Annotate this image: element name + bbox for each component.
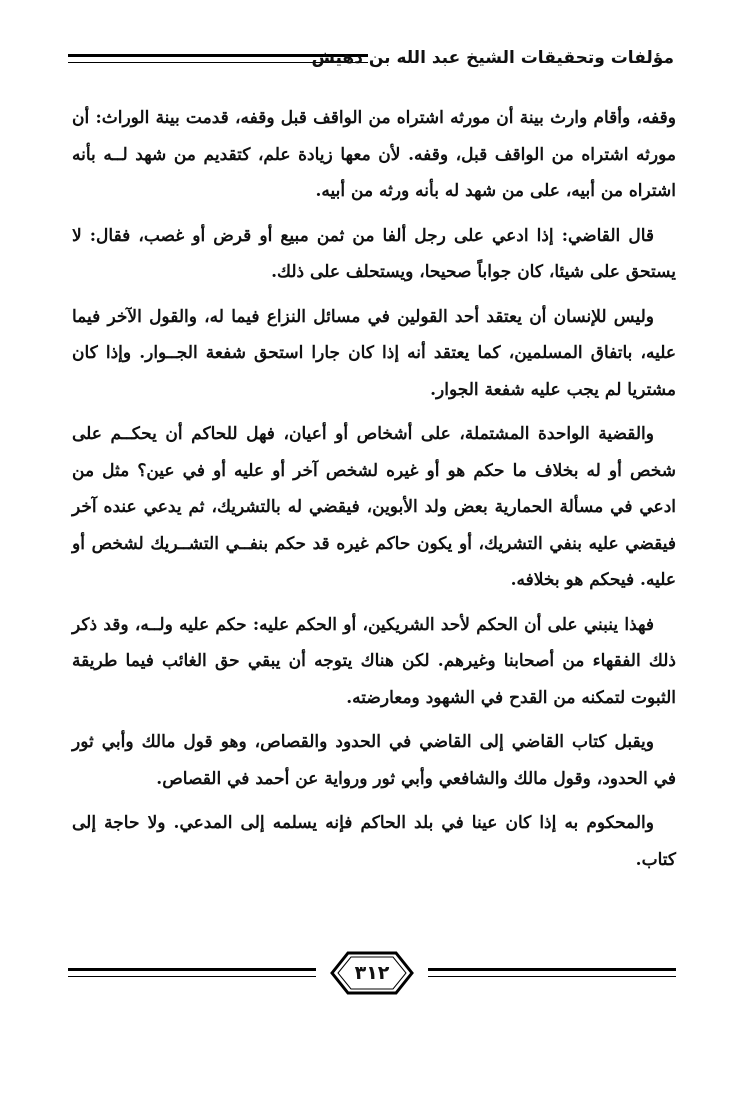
body-text [72,100,676,886]
running-title: مؤلفات وتحقيقات الشيخ عبد الله بن دهيش [311,48,674,68]
footer-rule-left [68,968,316,977]
paragraph: وقفه، وأقام وارث بينة أن مورثه اشتراه من الواقف قبل وقفه، قدمت بينة الوراث: أن مورثه اشتراه من الواقف قبل، وقفه. لأن معها زيادة علم، كتقديم من شهد لــه بأنه اشتراه من أبيه، على من شهد له بأنه ورثه من أبيه. [72,108,676,201]
paragraph: قال القاضي: إذا ادعي على رجل ألفا من ثمن مبيع أو قرض أو غصب، فقال: لا يستحق على شيئا، كان جواباً صحيحا، ويستحلف على ذلك. [72,225,676,282]
running-header [68,44,676,74]
paragraph: وليس للإنسان أن يعتقد أحد القولين في مسائل النزاع فيما له، والقول الآخر فيما عليه، باتفاق المسلمين، كما يعتقد أنه إذا كان جارا استحق شفعة الجــوار. وإذا كان مشتريا لم يجب عليه شفعة الجوار. [72,306,676,400]
paragraph: فهذا ينبني على أن الحكم لأحد الشريكين، أو الحكم عليه: حكم عليه ولــه، وقد ذكر ذلك الفقهاء من أصحابنا وغيرهم. لكن هناك يتوجه أن يبقي حق الغائب فيما طريقة الثبوت لتمكنه من القدح في الشهود ومعارضته. [72,614,676,708]
page-number: ٣١٢ [354,962,390,984]
paragraph: والمحكوم به إذا كان عينا في بلد الحاكم فإنه يسلمه إلى المدعي. ولا حاجة إلى كتاب. [72,813,676,870]
page-footer [68,950,676,996]
paragraph: والقضية الواحدة المشتملة، على أشخاص أو أعيان، فهل للحاكم أن يحكــم على شخص أو له بخلاف ما حكم هو أو غيره لشخص آخر أو عليه أو في عين؟ مثل من ادعي في مسألة الحمارية بعض ولد الأبوين، فيقضي له بالتشريك، ثم يدعي عنده آخر فيقضي عليه بنفي التشريك، أو يكون حاكم غيره قد حكم بنفــي التشــريك لشخص أو عليه. فيحكم هو بخلافه. [72,424,676,590]
page-number-badge [318,950,426,996]
paragraph: ويقبل كتاب القاضي إلى القاضي في الحدود والقصاص، وهو قول مالك وأبي ثور في الحدود، وقول مالك والشافعي وأبي ثور ورواية عن أحمد في القصاص. [72,732,676,789]
footer-rule-right [428,968,676,977]
